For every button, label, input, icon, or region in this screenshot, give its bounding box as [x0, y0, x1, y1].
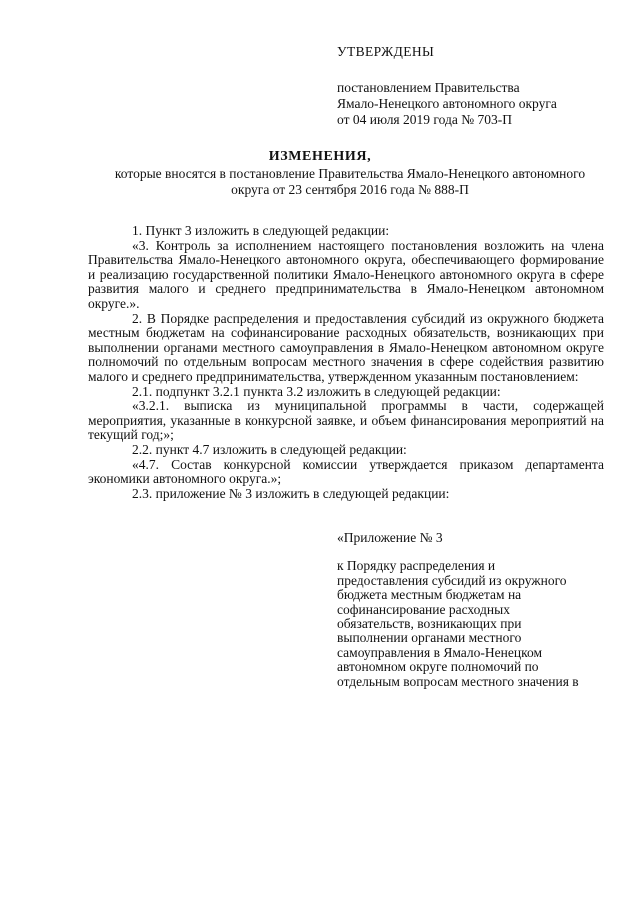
appendix-line: обязательств, возникающих при: [337, 616, 522, 632]
appendix-line: выполнении органами местного: [337, 630, 522, 646]
appendix-line: самоуправления в Ямало-Ненецком: [337, 644, 542, 660]
paragraph: 2. В Порядке распределения и предоставления субсидий из окружного бюджета местным бюджетам на софинансирование расходных обязательств, возникающих при выполнении органами местного самоуправления в Ямало-Ненецком автономном округе полномочий по отдельным вопросам местного значения в сфере содействия развитию малого и среднего предпринимательства, утвержденном указанным постановлением:: [88, 310, 604, 384]
paragraph: 1. Пункт 3 изложить в следующей редакции:: [132, 223, 390, 238]
approval-block: [337, 44, 557, 128]
appendix-block: [337, 531, 599, 689]
appendix-line: автономном округе полномочий по: [337, 659, 539, 675]
paragraph: «3. Контроль за исполнением настоящего постановления возложить на члена Правительства Ямало-Ненецкого автономного округа, обеспечивающего формирование и реализацию государственной политики Ямало-Ненецкого автономного округа в сфере развития малого и среднего предпринимательства в Ямало-Ненецком автономном округе.».: [88, 237, 604, 311]
approval-line: постановлением Правительства: [337, 80, 520, 95]
document-subtitle: которые вносятся в постановление Правительства Ямало-Ненецкого автономного округа от 23 сентября 2016 года № 888-П: [114, 166, 586, 197]
appendix-line: бюджета местным бюджетам на: [337, 587, 522, 603]
appendix-line: к Порядку распределения и: [337, 558, 496, 574]
appendix-line: софинансирование расходных: [337, 601, 510, 617]
appendix-line: отдельным вопросам местного значения в: [337, 673, 579, 689]
paragraph: «3.2.1. выписка из муниципальной программы в части, содержащей мероприятия, указанные в конкурсной заявке, и объем финансирования мероприятий на текущий год;»;: [88, 398, 604, 443]
paragraph: 2.1. подпункт 3.2.1 пункта 3.2 изложить в следующей редакции:: [132, 383, 501, 399]
approval-line: Ямало-Ненецкого автономного округа: [337, 96, 557, 111]
paragraph: 2.3. приложение № 3 изложить в следующей редакции:: [132, 485, 450, 501]
paragraph: 2.2. пункт 4.7 изложить в следующей редакции:: [132, 441, 407, 457]
document-body: [88, 224, 604, 501]
appendix-line: предоставления субсидий из окружного: [337, 572, 567, 588]
paragraph: «4.7. Состав конкурсной комиссии утверждается приказом департамента экономики автономного округа.»;: [88, 456, 604, 487]
approval-heading: УТВЕРЖДЕНЫ: [337, 44, 435, 59]
document-title: ИЗМЕНЕНИЯ,: [268, 149, 372, 164]
appendix-heading: «Приложение № 3: [337, 530, 443, 545]
approval-line: от 04 июля 2019 года № 703-П: [337, 112, 512, 127]
